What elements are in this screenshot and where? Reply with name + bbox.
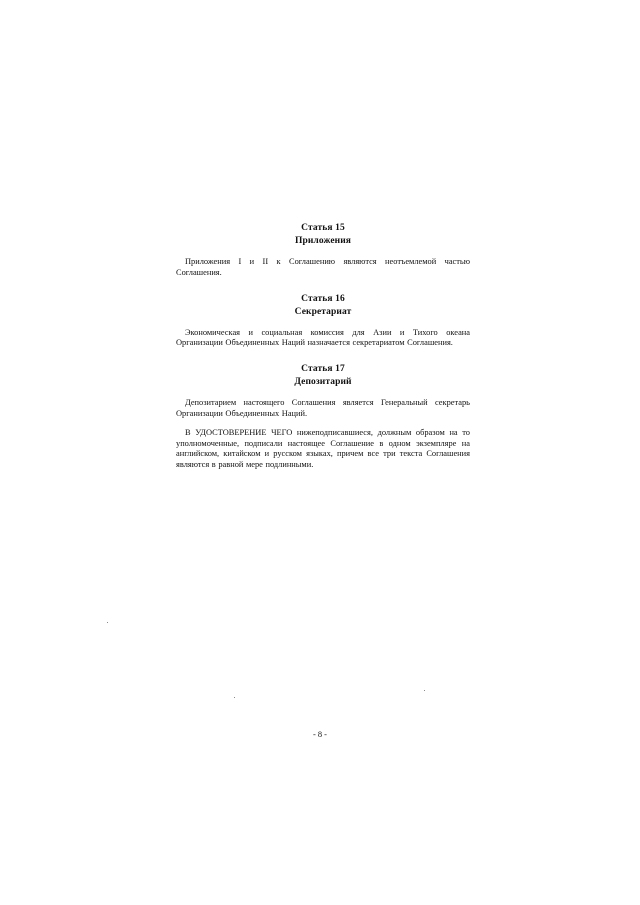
article-number: Статья 15: [301, 223, 345, 233]
page-number: - 8 -: [313, 730, 327, 739]
article-title: Секретариат: [294, 306, 352, 317]
article-16: [176, 293, 470, 350]
article-number: Статья 16: [301, 293, 345, 304]
article-title: Приложения: [294, 236, 352, 246]
article-15: [176, 222, 470, 279]
article-paragraph: Приложения I и II к Соглашению являются неотъемлемой частью Соглашения.: [176, 257, 470, 277]
article-paragraph: Депозитарием настоящего Соглашения является Генеральный секретарь Организации Объединенных Наций.: [176, 398, 470, 418]
document-body: [176, 222, 470, 485]
scan-speck: [107, 622, 108, 623]
article-paragraph: Экономическая и социальная комиссия для Азии и Тихого океана Организации Объединенных Наций назначается секретариатом Соглашения.: [176, 327, 470, 348]
article-17: [176, 363, 470, 471]
scan-speck: [424, 690, 425, 691]
article-title: Депозитарий: [294, 377, 352, 388]
closing-paragraph: В УДОСТОВЕРЕНИЕ ЧЕГО нижеподписавшиеся, должным образом на то уполномоченные, подписали настоящее Соглашение в одном экземпляре на английском, китайском и русском языках, причем все три текста Соглашения являются в равной мере подлинными.: [176, 427, 470, 470]
article-number: Статья 17: [301, 364, 345, 375]
scan-speck: [234, 697, 235, 698]
